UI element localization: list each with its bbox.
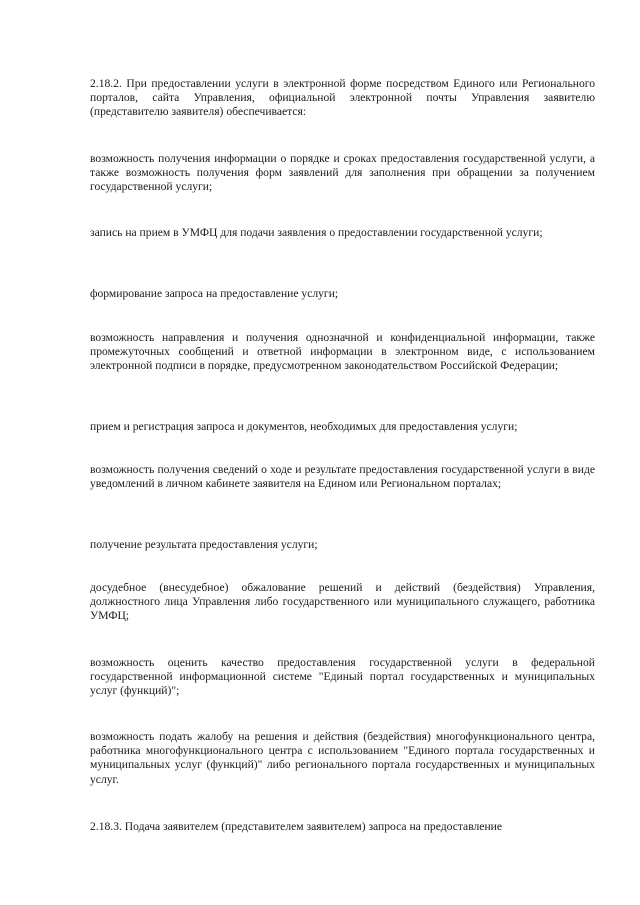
paragraph-information-access: возможность получения информации о порядке и сроках предоставления государственной услуги, а также возможность получения форм заявлений для заполнения при обращении за получением государственной услуги; bbox=[90, 152, 595, 194]
paragraph-electronic-exchange: возможность направления и получения однозначной и конфиденциальной информации, также промежуточных сообщений и ответной информации в электронном виде, с использованием электронной подписи в порядке, предусмотренном законодательством Российской Федерации; bbox=[90, 331, 595, 373]
paragraph-progress-notifications: возможность получения сведений о ходе и результате предоставления государственной услуги в виде уведомлений в личном кабинете заявителя на Едином или Региональном порталах; bbox=[90, 463, 595, 491]
paragraph-quality-rating: возможность оценить качество предоставления государственной услуги в федеральной государственной информационной системе "Единый портал государственных и муниципальных услуг (функций)"; bbox=[90, 656, 595, 698]
paragraph-appointment-booking: запись на прием в УМФЦ для подачи заявления о предоставлении государственной услуги; bbox=[90, 226, 543, 239]
paragraph-2-18-3: 2.18.3. Подача заявителем (представителем заявителем) запроса на предоставление bbox=[90, 820, 503, 833]
paragraph-mfc-complaint: возможность подать жалобу на решения и действия (бездействия) многофункционального центра, работника многофункционального центра с использованием "Единого портала государственных и муниципальных услуг (функций)" либо регионального портала государственных и муниципальных услуг. bbox=[90, 730, 595, 786]
paragraph-request-forming: формирование запроса на предоставление услуги; bbox=[90, 287, 339, 300]
paragraph-pretrial-appeal: досудебное (внесудебное) обжалование решений и действий (бездействия) Управления, должностного лица Управления либо государственного или муниципального служащего, работника УМФЦ; bbox=[90, 581, 595, 623]
paragraph-request-registration: прием и регистрация запроса и документов, необходимых для предоставления услуги; bbox=[90, 420, 518, 433]
paragraph-2-18-2: 2.18.2. При предоставлении услуги в электронной форме посредством Единого или Регионального порталов, сайта Управления, официальной электронной почты Управления заявителю (представителю заявителя) обеспечивается: bbox=[90, 77, 595, 119]
paragraph-result-receipt: получение результата предоставления услуги; bbox=[90, 538, 318, 551]
